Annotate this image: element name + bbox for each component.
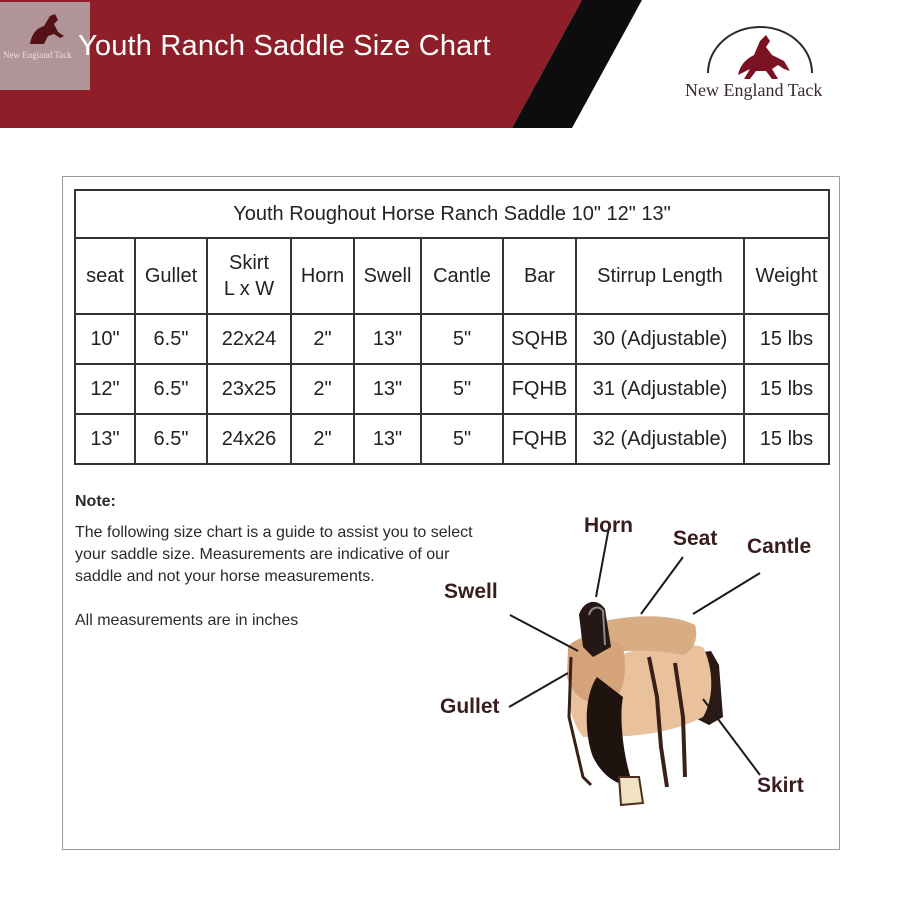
cell-horn: 2" <box>291 314 354 364</box>
brand-name: New England Tack <box>685 80 823 100</box>
page-title: Youth Ranch Saddle Size Chart <box>78 30 491 62</box>
swell-pointer <box>510 615 578 651</box>
cell-horn: 2" <box>291 414 354 464</box>
label-gullet: Gullet <box>440 695 500 718</box>
cell-skirt: 24x26 <box>207 414 291 464</box>
cell-gullet: 6.5" <box>135 364 207 414</box>
header-horn: Horn <box>291 238 354 314</box>
cell-cantle: 5" <box>421 414 503 464</box>
cell-stirrup-length: 30 (Adjustable) <box>576 314 744 364</box>
gullet-pointer <box>509 673 568 707</box>
note-heading: Note: <box>75 493 116 510</box>
header-seat: seat <box>75 238 135 314</box>
cell-stirrup-length: 32 (Adjustable) <box>576 414 744 464</box>
size-chart-card <box>62 176 840 850</box>
cell-weight: 15 lbs <box>744 364 829 414</box>
header-bar: Bar <box>503 238 576 314</box>
header-skirt-sub: L x W <box>223 278 275 300</box>
skirt-pointer <box>703 699 760 775</box>
cell-cantle: 5" <box>421 364 503 414</box>
header-swell: Swell <box>354 238 421 314</box>
cell-skirt: 22x24 <box>207 314 291 364</box>
label-seat: Seat <box>673 527 718 550</box>
label-horn: Horn <box>584 514 633 537</box>
label-skirt: Skirt <box>757 774 804 797</box>
header-banner <box>0 0 900 130</box>
label-cantle: Cantle <box>747 535 812 558</box>
horse-logo-icon <box>0 2 90 52</box>
label-swell: Swell <box>444 580 498 603</box>
header-skirt-label: Skirt <box>229 252 269 274</box>
cell-bar: FQHB <box>503 414 576 464</box>
horse-icon <box>738 35 790 79</box>
saddle-illustration <box>567 602 723 805</box>
header-cantle: Cantle <box>421 238 503 314</box>
cell-weight: 15 lbs <box>744 414 829 464</box>
header-weight: Weight <box>744 238 829 314</box>
cell-horn: 2" <box>291 364 354 414</box>
cantle-pointer <box>693 573 760 614</box>
cell-bar: SQHB <box>503 314 576 364</box>
cell-seat: 13" <box>75 414 135 464</box>
cell-weight: 15 lbs <box>744 314 829 364</box>
cell-swell: 13" <box>354 314 421 364</box>
saddle-diagram <box>63 177 839 849</box>
cell-gullet: 6.5" <box>135 414 207 464</box>
cell-skirt: 23x25 <box>207 364 291 414</box>
cell-swell: 13" <box>354 414 421 464</box>
cell-swell: 13" <box>354 364 421 414</box>
cell-gullet: 6.5" <box>135 314 207 364</box>
cell-seat: 12" <box>75 364 135 414</box>
corner-logo-text: New England Tack <box>3 50 72 60</box>
table-caption: Youth Roughout Horse Ranch Saddle 10" 12" 13" <box>75 190 829 238</box>
header-gullet: Gullet <box>135 238 207 314</box>
cell-stirrup-length: 31 (Adjustable) <box>576 364 744 414</box>
header-stirrup-length: Stirrup Length <box>576 238 744 314</box>
seat-pointer <box>641 557 683 614</box>
corner-logo <box>0 2 90 90</box>
cell-seat: 10" <box>75 314 135 364</box>
note-text: The following size chart is a guide to assist you to select your saddle size. Measurements are indicative of our saddle and not your horse measurements. <box>75 524 473 585</box>
cell-bar: FQHB <box>503 364 576 414</box>
stirrup-icon <box>619 777 643 805</box>
note-units: All measurements are in inches <box>75 612 299 629</box>
cell-cantle: 5" <box>421 314 503 364</box>
